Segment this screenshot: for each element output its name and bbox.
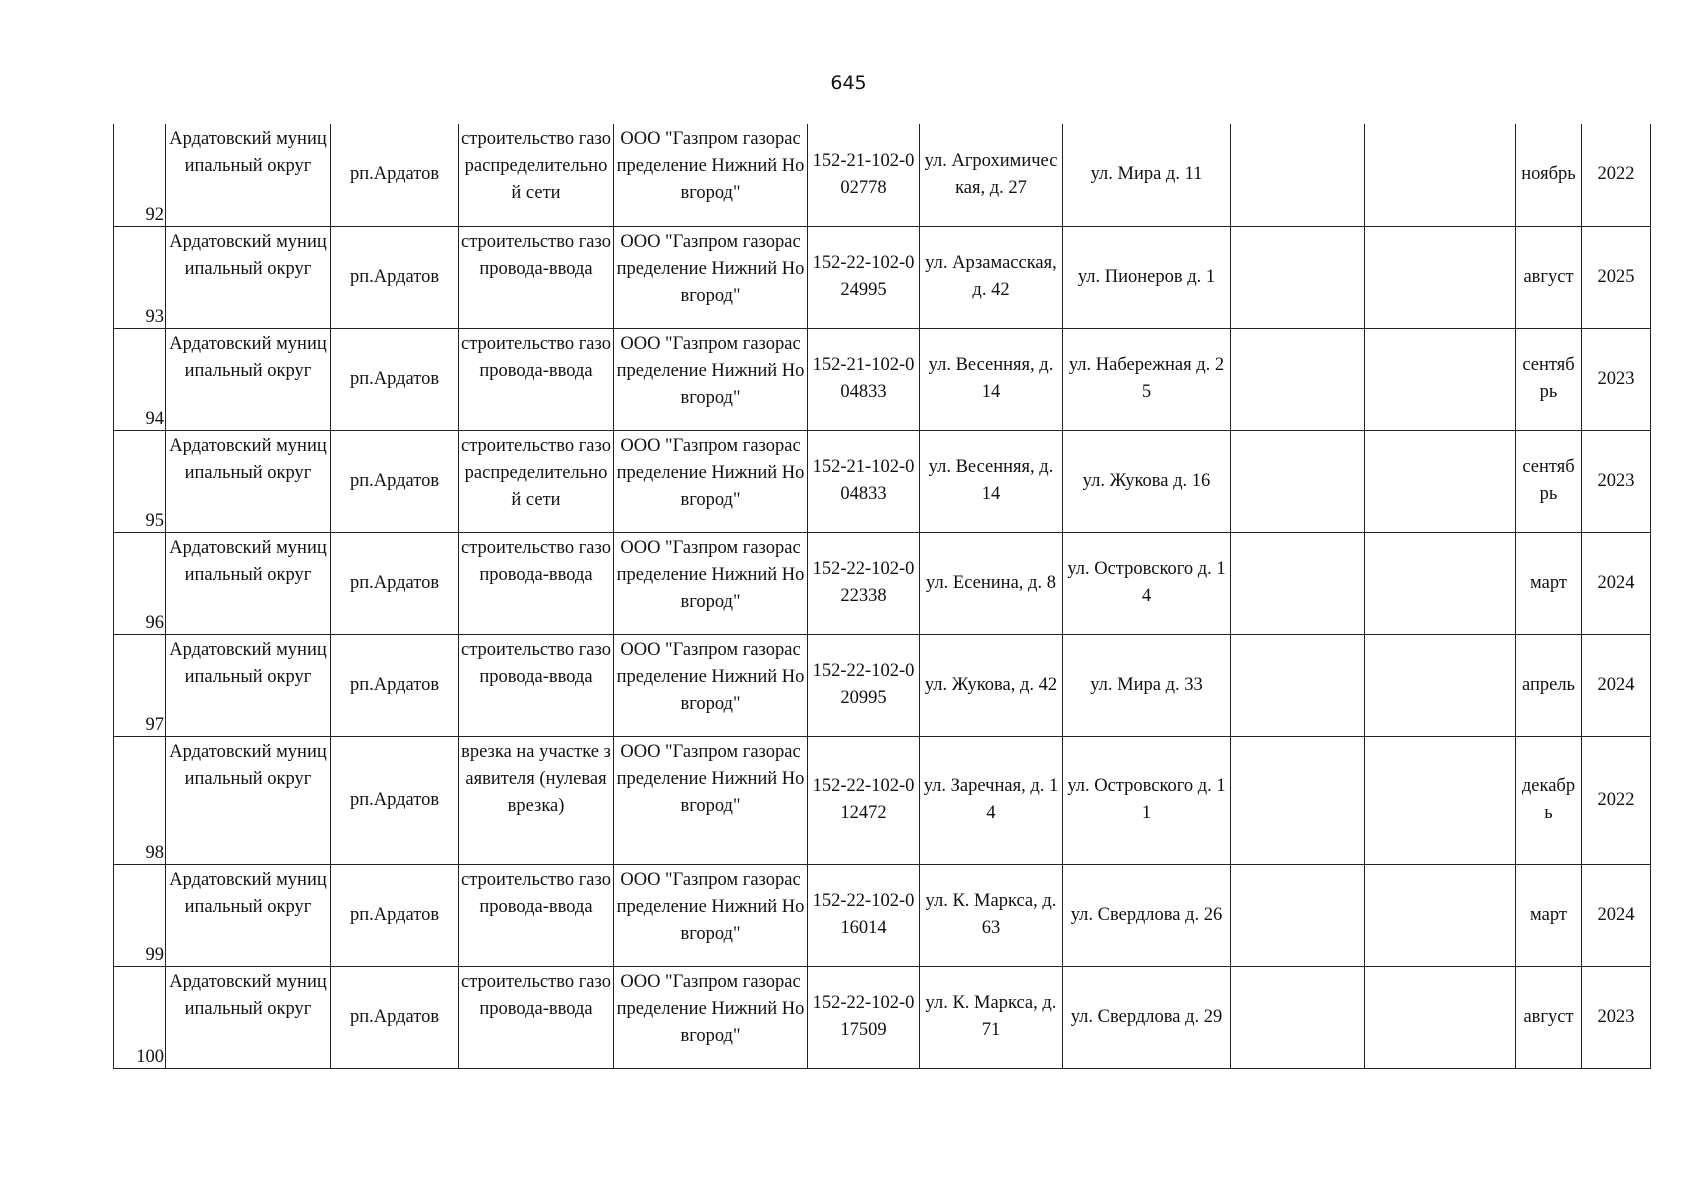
settlement-cell: рп.Ардатов [331,328,459,430]
settlement-cell: рп.Ардатов [331,532,459,634]
work-type-cell: строительство газораспределительной сети [459,430,614,532]
work-type-cell: строительство газопровода-ввода [459,864,614,966]
source-address-cell: ул. Агрохимическая, д. 27 [920,124,1063,226]
month-cell: август [1516,226,1582,328]
organization-cell: ООО "Газпром газораспределение Нижний Новгород" [614,634,808,736]
settlement-cell: рп.Ардатов [331,430,459,532]
year-cell: 2022 [1582,124,1651,226]
empty-cell [1365,864,1516,966]
year-cell: 2023 [1582,966,1651,1068]
table-body [114,124,1651,1068]
page-number: 645 [830,72,867,94]
settlement-cell: рп.Ардатов [331,736,459,864]
empty-cell [1365,966,1516,1068]
empty-cell [1231,124,1365,226]
empty-cell [1231,328,1365,430]
district-cell: Ардатовский муниципальный округ [166,328,331,430]
district-cell: Ардатовский муниципальный округ [166,966,331,1068]
empty-cell [1231,736,1365,864]
year-cell: 2024 [1582,532,1651,634]
year-cell: 2024 [1582,864,1651,966]
work-type-cell: строительство газораспределительной сети [459,124,614,226]
target-address-cell: ул. Пионеров д. 1 [1063,226,1231,328]
year-cell: 2023 [1582,328,1651,430]
month-cell: апрель [1516,634,1582,736]
work-type-cell: строительство газопровода-ввода [459,634,614,736]
work-type-cell: строительство газопровода-ввода [459,226,614,328]
row-number-cell: 97 [114,634,166,736]
row-number-cell: 96 [114,532,166,634]
year-cell: 2023 [1582,430,1651,532]
target-address-cell: ул. Мира д. 11 [1063,124,1231,226]
organization-cell: ООО "Газпром газораспределение Нижний Новгород" [614,966,808,1068]
organization-cell: ООО "Газпром газораспределение Нижний Новгород" [614,736,808,864]
source-address-cell: ул. Весенняя, д. 14 [920,430,1063,532]
empty-cell [1231,634,1365,736]
work-type-cell: строительство газопровода-ввода [459,532,614,634]
row-number-cell: 95 [114,430,166,532]
row-number-cell: 98 [114,736,166,864]
organization-cell: ООО "Газпром газораспределение Нижний Новгород" [614,430,808,532]
empty-cell [1365,532,1516,634]
target-address-cell: ул. Свердлова д. 29 [1063,966,1231,1068]
empty-cell [1231,430,1365,532]
target-address-cell: ул. Свердлова д. 26 [1063,864,1231,966]
work-type-cell: строительство газопровода-ввода [459,328,614,430]
row-number-cell: 100 [114,966,166,1068]
district-cell: Ардатовский муниципальный округ [166,532,331,634]
table-row [114,532,1651,634]
source-address-cell: ул. Весенняя, д. 14 [920,328,1063,430]
code-cell: 152-22-102-022338 [808,532,920,634]
row-number-cell: 99 [114,864,166,966]
code-cell: 152-21-102-004833 [808,430,920,532]
district-cell: Ардатовский муниципальный округ [166,430,331,532]
table-row [114,864,1651,966]
year-cell: 2022 [1582,736,1651,864]
organization-cell: ООО "Газпром газораспределение Нижний Новгород" [614,226,808,328]
empty-cell [1365,328,1516,430]
month-cell: сентябрь [1516,430,1582,532]
row-number-cell: 94 [114,328,166,430]
month-cell: март [1516,532,1582,634]
code-cell: 152-22-102-024995 [808,226,920,328]
code-cell: 152-21-102-004833 [808,328,920,430]
source-address-cell: ул. Заречная, д. 14 [920,736,1063,864]
work-type-cell: врезка на участке заявителя (нулевая врезка) [459,736,614,864]
organization-cell: ООО "Газпром газораспределение Нижний Новгород" [614,328,808,430]
table-row [114,328,1651,430]
organization-cell: ООО "Газпром газораспределение Нижний Новгород" [614,124,808,226]
target-address-cell: ул. Островского д. 14 [1063,532,1231,634]
organization-cell: ООО "Газпром газораспределение Нижний Новгород" [614,532,808,634]
source-address-cell: ул. К. Маркса, д. 71 [920,966,1063,1068]
gas-connection-table [113,124,1651,1069]
code-cell: 152-21-102-002778 [808,124,920,226]
table-row [114,430,1651,532]
empty-cell [1231,532,1365,634]
year-cell: 2024 [1582,634,1651,736]
row-number-cell: 92 [114,124,166,226]
target-address-cell: ул. Мира д. 33 [1063,634,1231,736]
year-cell: 2025 [1582,226,1651,328]
district-cell: Ардатовский муниципальный округ [166,864,331,966]
settlement-cell: рп.Ардатов [331,634,459,736]
month-cell: сентябрь [1516,328,1582,430]
source-address-cell: ул. Жукова, д. 42 [920,634,1063,736]
target-address-cell: ул. Набережная д. 25 [1063,328,1231,430]
source-address-cell: ул. Есенина, д. 8 [920,532,1063,634]
month-cell: август [1516,966,1582,1068]
district-cell: Ардатовский муниципальный округ [166,736,331,864]
empty-cell [1231,864,1365,966]
month-cell: ноябрь [1516,124,1582,226]
table-row [114,634,1651,736]
row-number-cell: 93 [114,226,166,328]
district-cell: Ардатовский муниципальный округ [166,634,331,736]
code-cell: 152-22-102-016014 [808,864,920,966]
month-cell: март [1516,864,1582,966]
table-row [114,736,1651,864]
code-cell: 152-22-102-017509 [808,966,920,1068]
source-address-cell: ул. К. Маркса, д. 63 [920,864,1063,966]
empty-cell [1231,966,1365,1068]
table-row [114,124,1651,226]
empty-cell [1365,226,1516,328]
source-address-cell: ул. Арзамасская, д. 42 [920,226,1063,328]
empty-cell [1231,226,1365,328]
settlement-cell: рп.Ардатов [331,124,459,226]
work-type-cell: строительство газопровода-ввода [459,966,614,1068]
empty-cell [1365,634,1516,736]
empty-cell [1365,736,1516,864]
table-row [114,966,1651,1068]
empty-cell [1365,430,1516,532]
code-cell: 152-22-102-012472 [808,736,920,864]
code-cell: 152-22-102-020995 [808,634,920,736]
target-address-cell: ул. Островского д. 11 [1063,736,1231,864]
district-cell: Ардатовский муниципальный округ [166,226,331,328]
settlement-cell: рп.Ардатов [331,226,459,328]
month-cell: декабрь [1516,736,1582,864]
organization-cell: ООО "Газпром газораспределение Нижний Новгород" [614,864,808,966]
settlement-cell: рп.Ардатов [331,966,459,1068]
settlement-cell: рп.Ардатов [331,864,459,966]
table-row [114,226,1651,328]
district-cell: Ардатовский муниципальный округ [166,124,331,226]
target-address-cell: ул. Жукова д. 16 [1063,430,1231,532]
empty-cell [1365,124,1516,226]
